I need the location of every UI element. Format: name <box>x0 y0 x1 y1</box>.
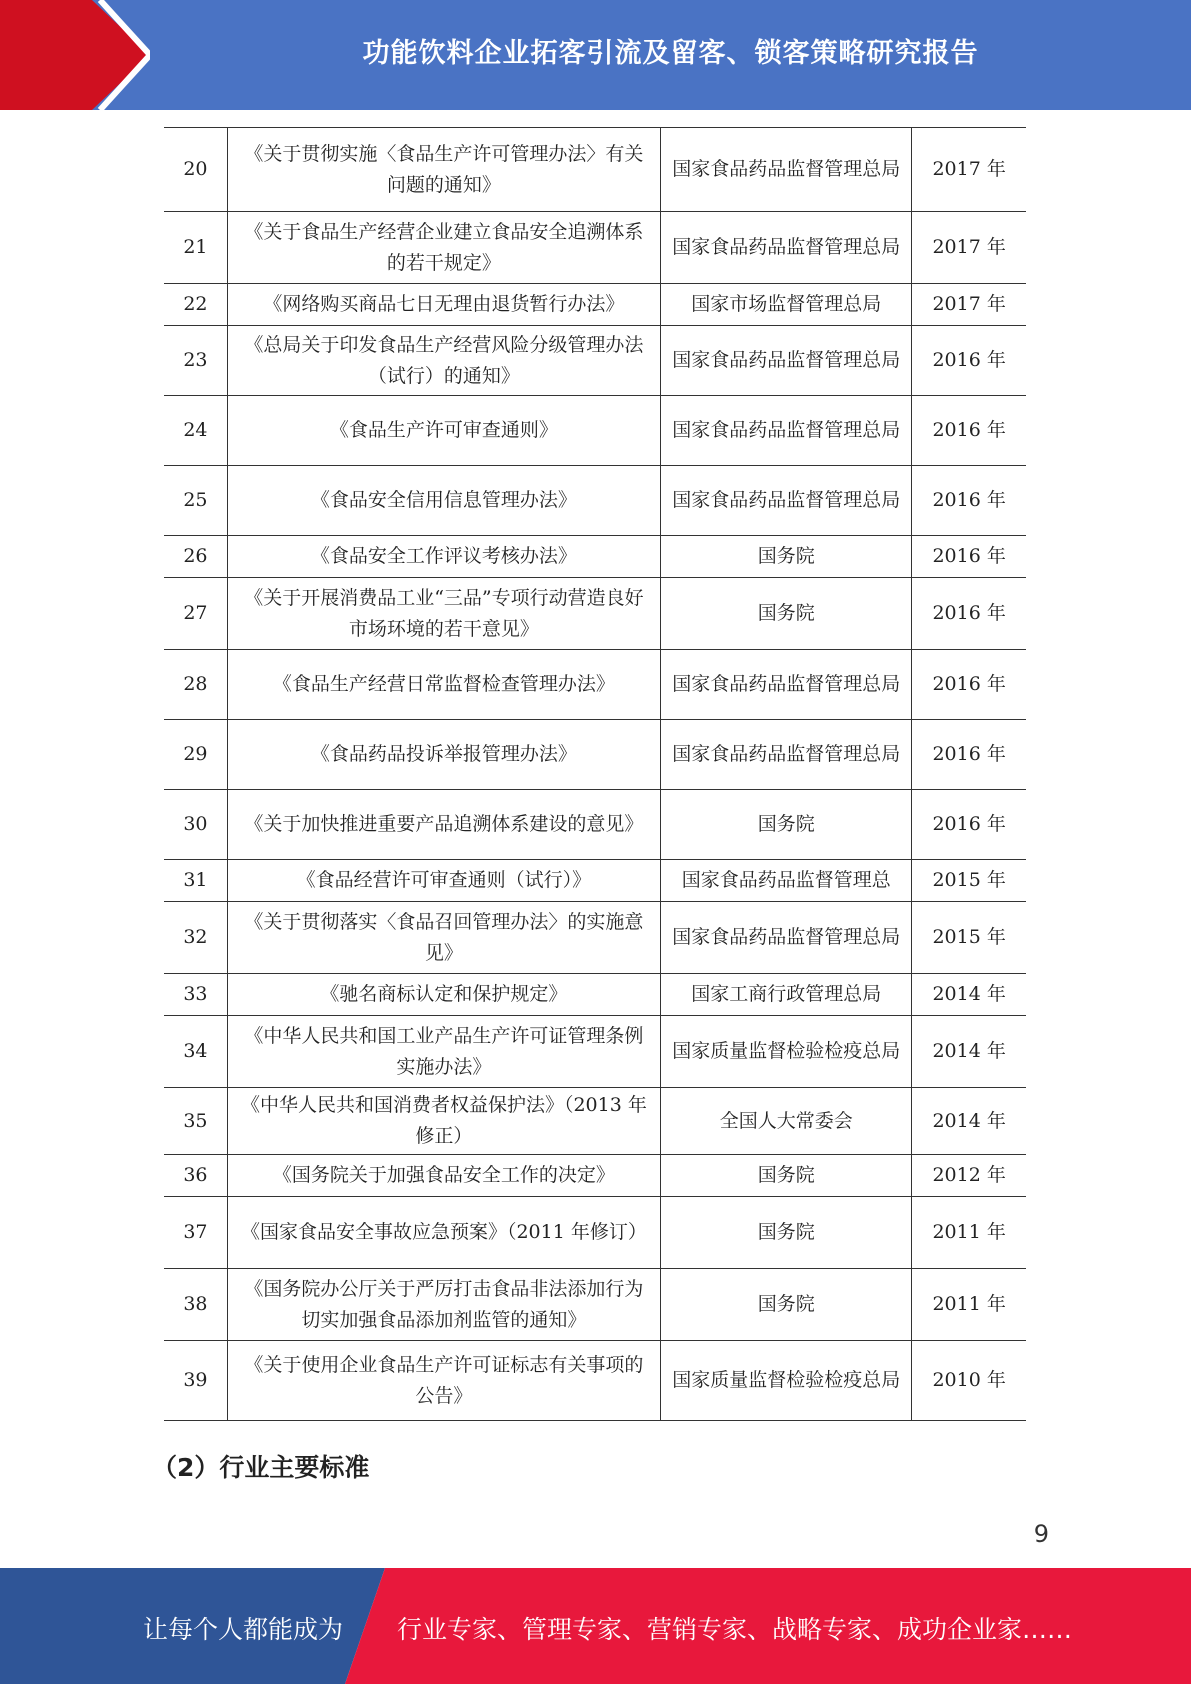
header-arrow-decoration <box>0 0 150 110</box>
regulation-name: 《食品生产许可审查通则》 <box>227 396 660 466</box>
table-row <box>164 1197 1026 1269</box>
row-number: 33 <box>164 974 227 1016</box>
regulation-name: 《关于贯彻落实〈食品召回管理办法〉的实施意见》 <box>227 902 660 974</box>
issue-year: 2014 年 <box>912 974 1026 1016</box>
regulation-name: 《中华人民共和国消费者权益保护法》（2013 年修正） <box>227 1088 660 1155</box>
issue-year: 2011 年 <box>912 1197 1026 1269</box>
row-number: 37 <box>164 1197 227 1269</box>
issue-year: 2016 年 <box>912 466 1026 536</box>
issuing-authority: 国务院 <box>661 578 912 650</box>
regulation-name: 《国家食品安全事故应急预案》（2011 年修订） <box>227 1197 660 1269</box>
issuing-authority: 国务院 <box>661 1155 912 1197</box>
row-number: 35 <box>164 1088 227 1155</box>
table-row <box>164 650 1026 720</box>
row-number: 22 <box>164 284 227 326</box>
table-row <box>164 284 1026 326</box>
issuing-authority: 国家食品药品监督管理总局 <box>661 720 912 790</box>
regulation-name: 《关于食品生产经营企业建立食品安全追溯体系的若干规定》 <box>227 212 660 284</box>
regulation-name: 《网络购买商品七日无理由退货暂行办法》 <box>227 284 660 326</box>
issue-year: 2016 年 <box>912 326 1026 396</box>
row-number: 36 <box>164 1155 227 1197</box>
row-number: 20 <box>164 128 227 212</box>
issue-year: 2011 年 <box>912 1269 1026 1341</box>
table-row <box>164 536 1026 578</box>
issue-year: 2015 年 <box>912 902 1026 974</box>
table-row <box>164 396 1026 466</box>
row-number: 25 <box>164 466 227 536</box>
row-number: 24 <box>164 396 227 466</box>
table-row <box>164 578 1026 650</box>
regulation-name: 《关于贯彻实施〈食品生产许可管理办法〉有关问题的通知》 <box>227 128 660 212</box>
issue-year: 2016 年 <box>912 650 1026 720</box>
issuing-authority: 国家食品药品监督管理总局 <box>661 396 912 466</box>
issue-year: 2017 年 <box>912 212 1026 284</box>
issuing-authority: 国家质量监督检验检疫总局 <box>661 1016 912 1088</box>
row-number: 30 <box>164 790 227 860</box>
issuing-authority: 国务院 <box>661 1197 912 1269</box>
issuing-authority: 国家食品药品监督管理总局 <box>661 902 912 974</box>
issue-year: 2015 年 <box>912 860 1026 902</box>
table-row <box>164 902 1026 974</box>
issuing-authority: 国家工商行政管理总局 <box>661 974 912 1016</box>
issuing-authority: 国家食品药品监督管理总局 <box>661 326 912 396</box>
issue-year: 2017 年 <box>912 284 1026 326</box>
issue-year: 2010 年 <box>912 1341 1026 1421</box>
regulations-table <box>164 127 1026 1421</box>
issuing-authority: 国务院 <box>661 1269 912 1341</box>
row-number: 39 <box>164 1341 227 1421</box>
table-row <box>164 720 1026 790</box>
footer-slogan-right: 行业专家、管理专家、营销专家、战略专家、成功企业家…… <box>397 1615 1073 1644</box>
issue-year: 2016 年 <box>912 536 1026 578</box>
table-row <box>164 1155 1026 1197</box>
table-row <box>164 1016 1026 1088</box>
issue-year: 2016 年 <box>912 396 1026 466</box>
issue-year: 2014 年 <box>912 1088 1026 1155</box>
issuing-authority: 国家食品药品监督管理总局 <box>661 212 912 284</box>
regulation-name: 《食品经营许可审查通则（试行）》 <box>227 860 660 902</box>
row-number: 23 <box>164 326 227 396</box>
page-number: 9 <box>1033 1520 1049 1548</box>
report-title: 功能饮料企业拓客引流及留客、锁客策略研究报告 <box>362 37 979 69</box>
regulation-name: 《食品生产经营日常监督检查管理办法》 <box>227 650 660 720</box>
table-row <box>164 326 1026 396</box>
row-number: 29 <box>164 720 227 790</box>
regulation-name: 《中华人民共和国工业产品生产许可证管理条例实施办法》 <box>227 1016 660 1088</box>
regulation-name: 《驰名商标认定和保护规定》 <box>227 974 660 1016</box>
row-number: 27 <box>164 578 227 650</box>
section-heading: （2）行业主要标准 <box>152 1453 370 1482</box>
regulation-name: 《食品安全工作评议考核办法》 <box>227 536 660 578</box>
table-row <box>164 128 1026 212</box>
issuing-authority: 国家质量监督检验检疫总局 <box>661 1341 912 1421</box>
regulation-name: 《关于开展消费品工业“三品”专项行动营造良好市场环境的若干意见》 <box>227 578 660 650</box>
table-row <box>164 212 1026 284</box>
regulation-name: 《食品药品投诉举报管理办法》 <box>227 720 660 790</box>
issue-year: 2012 年 <box>912 1155 1026 1197</box>
regulation-name: 《关于使用企业食品生产许可证标志有关事项的公告》 <box>227 1341 660 1421</box>
table-row <box>164 1088 1026 1155</box>
row-number: 34 <box>164 1016 227 1088</box>
issuing-authority: 国务院 <box>661 790 912 860</box>
regulation-name: 《国务院办公厅关于严厉打击食品非法添加行为切实加强食品添加剂监管的通知》 <box>227 1269 660 1341</box>
issue-year: 2016 年 <box>912 720 1026 790</box>
issuing-authority: 国务院 <box>661 536 912 578</box>
issue-year: 2016 年 <box>912 578 1026 650</box>
row-number: 21 <box>164 212 227 284</box>
issuing-authority: 国家食品药品监督管理总 <box>661 860 912 902</box>
issue-year: 2016 年 <box>912 790 1026 860</box>
issuing-authority: 国家食品药品监督管理总局 <box>661 650 912 720</box>
issue-year: 2014 年 <box>912 1016 1026 1088</box>
regulation-name: 《总局关于印发食品生产经营风险分级管理办法（试行）的通知》 <box>227 326 660 396</box>
regulation-name: 《食品安全信用信息管理办法》 <box>227 466 660 536</box>
table-row <box>164 790 1026 860</box>
issuing-authority: 国家食品药品监督管理总局 <box>661 466 912 536</box>
row-number: 32 <box>164 902 227 974</box>
row-number: 38 <box>164 1269 227 1341</box>
table-row <box>164 1269 1026 1341</box>
regulation-name: 《关于加快推进重要产品追溯体系建设的意见》 <box>227 790 660 860</box>
page-header <box>0 0 1191 110</box>
row-number: 28 <box>164 650 227 720</box>
table-row <box>164 974 1026 1016</box>
issuing-authority: 全国人大常委会 <box>661 1088 912 1155</box>
footer-slogan-left: 让每个人都能成为 <box>143 1615 344 1644</box>
regulation-name: 《国务院关于加强食品安全工作的决定》 <box>227 1155 660 1197</box>
issuing-authority: 国家市场监督管理总局 <box>661 284 912 326</box>
table-row <box>164 466 1026 536</box>
row-number: 26 <box>164 536 227 578</box>
row-number: 31 <box>164 860 227 902</box>
table-row <box>164 860 1026 902</box>
issue-year: 2017 年 <box>912 128 1026 212</box>
table-row <box>164 1341 1026 1421</box>
issuing-authority: 国家食品药品监督管理总局 <box>661 128 912 212</box>
